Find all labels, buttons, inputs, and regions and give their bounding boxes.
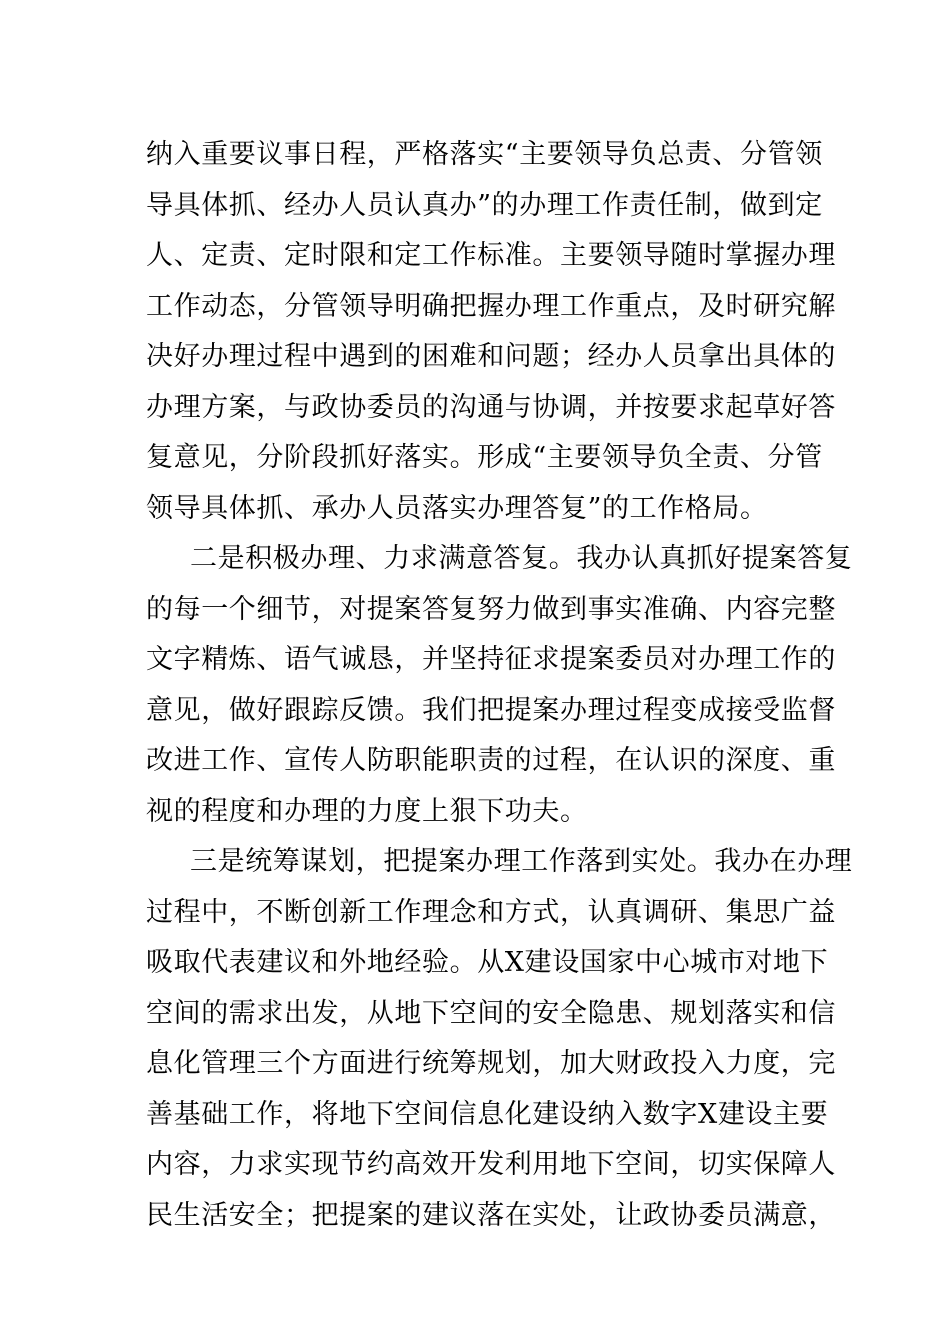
paragraph-1-line-6: 办理方案，与政协委员的沟通与协调，并按要求起草好答: [146, 391, 836, 423]
paragraph-3-line-2: 过程中，不断创新工作理念和方式，认真调研、集思广益: [146, 896, 836, 928]
paragraph-1-line-2: 导具体抓、经办人员认真办”的办理工作责任制，做到定: [146, 189, 823, 221]
paragraph-1-line-7: 复意见，分阶段抓好落实。形成“主要领导负全责、分管: [146, 442, 823, 473]
paragraph-3-line-3: 吸取代表建议和外地经验。从X建设国家中心城市对地下: [146, 947, 829, 978]
paragraph-3-line-6: 善基础工作，将地下空间信息化建设纳入数字X建设主要: [146, 1098, 829, 1130]
paragraph-2-line-2: 的每一个细节，对提案答复努力做到事实准确、内容完整: [146, 593, 836, 625]
paragraph-1-line-5: 决好办理过程中遇到的困难和问题；经办人员拿出具体的: [146, 341, 836, 372]
paragraph-2-line-4: 意见，做好跟踪反馈。我们把提案办理过程变成接受监督: [146, 694, 836, 726]
paragraph-2-line-3: 文字精炼、语气诚恳，并坚持征求提案委员对办理工作的: [146, 644, 836, 675]
paragraph-3-line-7: 内容，力求实现节约高效开发利用地下空间，切实保障人: [146, 1149, 836, 1180]
paragraph-2-line-6: 视的程度和办理的力度上狠下功夫。: [146, 795, 588, 827]
paragraph-1-line-1: 纳入重要议事日程，严格落实“主要领导负总责、分管领: [146, 139, 823, 170]
paragraph-1-line-8: 领导具体抓、承办人员落实办理答复”的工作格局。: [146, 492, 768, 524]
paragraph-1-line-4: 工作动态，分管领导明确把握办理工作重点，及时研究解: [146, 290, 836, 322]
paragraph-1-line-3: 人、定责、定时限和定工作标准。主要领导随时掌握办理: [146, 240, 836, 271]
paragraph-3-line-5: 息化管理三个方面进行统筹规划，加大财政投入力度，完: [146, 1048, 836, 1079]
paragraph-3-line-4: 空间的需求出发，从地下空间的安全隐患、规划落实和信: [146, 997, 836, 1029]
paragraph-2-line-1: 二是积极办理、力求满意答复。我办认真抓好提案答复: [190, 543, 853, 574]
document-body: [146, 130, 853, 1241]
paragraph-2-line-5: 改进工作、宣传人防职能职责的过程，在认识的深度、重: [146, 745, 836, 776]
paragraph-3-line-1: 三是统筹谋划，把提案办理工作落到实处。我办在办理: [190, 846, 853, 877]
paragraph-3-line-8: 民生活安全；把提案的建议落在实处，让政协委员满意，: [146, 1199, 836, 1231]
